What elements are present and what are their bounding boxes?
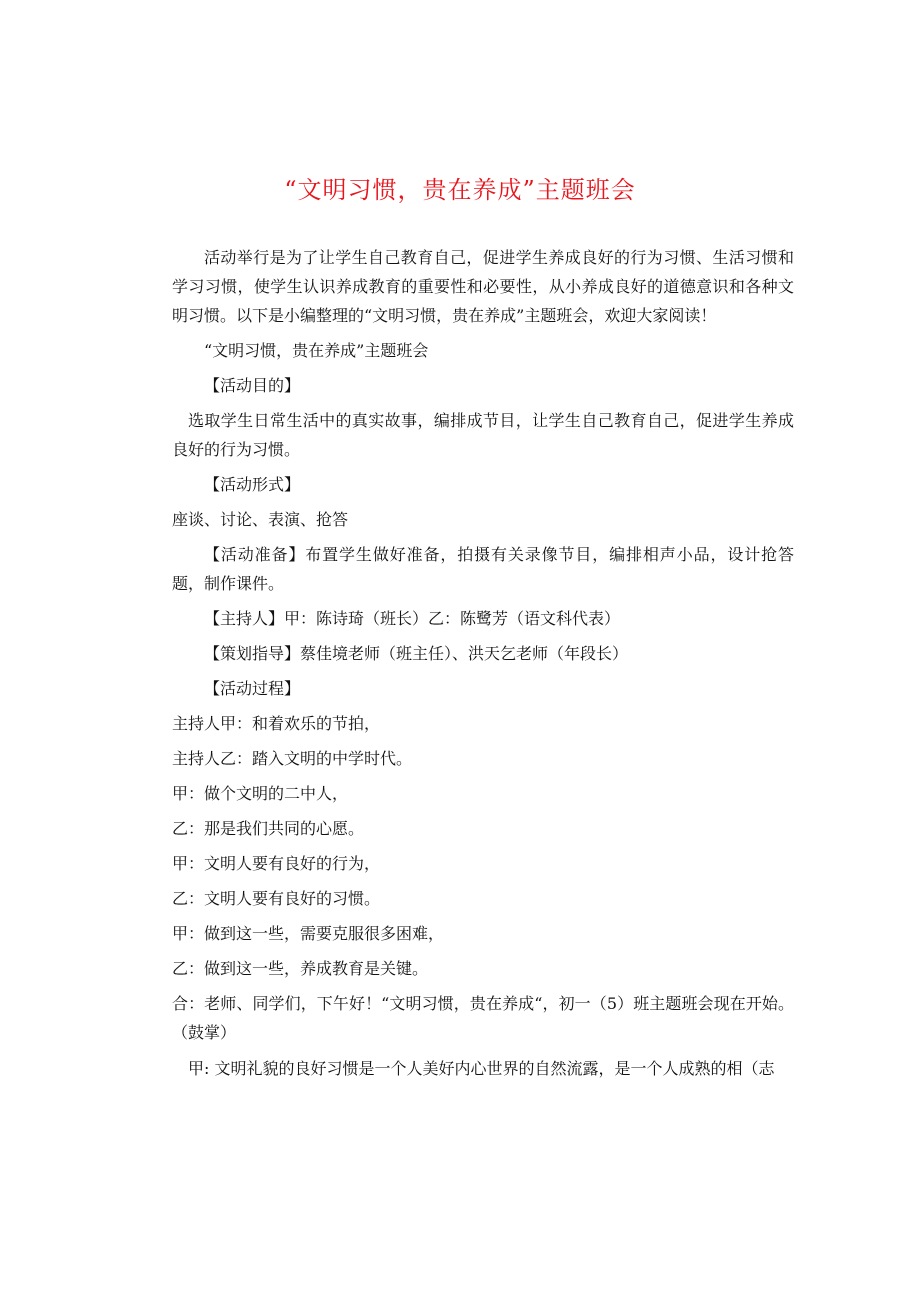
dialogue-line: 乙：那是我们共同的心愿。	[172, 819, 365, 838]
dialogue-line: 乙：文明人要有良好的习惯。	[172, 889, 381, 908]
dialogue-line: 主持人甲：和着欢乐的节拍，	[172, 714, 381, 733]
section-heading-process: 【活动过程】	[204, 679, 301, 698]
dialogue-line: 乙：做到这一些，养成教育是关键。	[172, 959, 429, 978]
dialogue-line: 甲: 文明礼貌的良好习惯是一个人美好内心世界的自然流露，是一个人成熟的相（志	[188, 1059, 775, 1078]
dialogue-line: 甲：做个文明的二中人，	[172, 784, 349, 803]
dialogue-line: 甲：文明人要有良好的行为，	[172, 854, 381, 873]
section-heading-form: 【活动形式】	[204, 475, 301, 494]
preparation-paragraph: 【活动准备】布置学生做好准备，拍摄有关录像节目，编排相声小品，设计抢答题，制作课件。	[172, 545, 794, 593]
dialogue-line: 甲：做到这一些，需要克服很多困难，	[172, 924, 445, 943]
intro-paragraph: 活动举行是为了让学生自己教育自己，促进学生养成良好的行为习惯、生活习惯和学习习惯，使学生认识养成教育的重要性和必要性，从小养成良好的道德意识和各种文明习惯。以下是小编整理的“文明习惯，贵在养成”主题班会，欢迎大家阅读！	[172, 248, 794, 325]
purpose-paragraph: 选取学生日常生活中的真实故事，编排成节目，让学生自己教育自己，促进学生养成良好的行为习惯。	[172, 411, 794, 459]
guidance-paragraph: 【策划指导】蔡佳境老师（班主任）、洪天乞老师（年段长）	[204, 644, 629, 663]
document-body	[172, 243, 794, 1083]
host-paragraph: 【主持人】甲：陈诗琦（班长）乙：陈鹭芳（语文科代表）	[204, 609, 621, 628]
dialogue-line: 主持人乙：踏入文明的中学时代。	[172, 749, 413, 768]
form-paragraph: 座谈、讨论、表演、抢答	[172, 510, 349, 529]
subtitle-line: “文明习惯，贵在养成”主题班会	[204, 341, 429, 360]
section-heading-purpose: 【活动目的】	[204, 376, 301, 395]
dialogue-line: 合：老师、同学们，下午好！“文明习惯，贵在养成“，初一（5）班主题班会现在开始。（鼓掌）	[172, 994, 794, 1042]
document-title: “文明习惯，贵在养成”主题班会	[284, 176, 636, 204]
